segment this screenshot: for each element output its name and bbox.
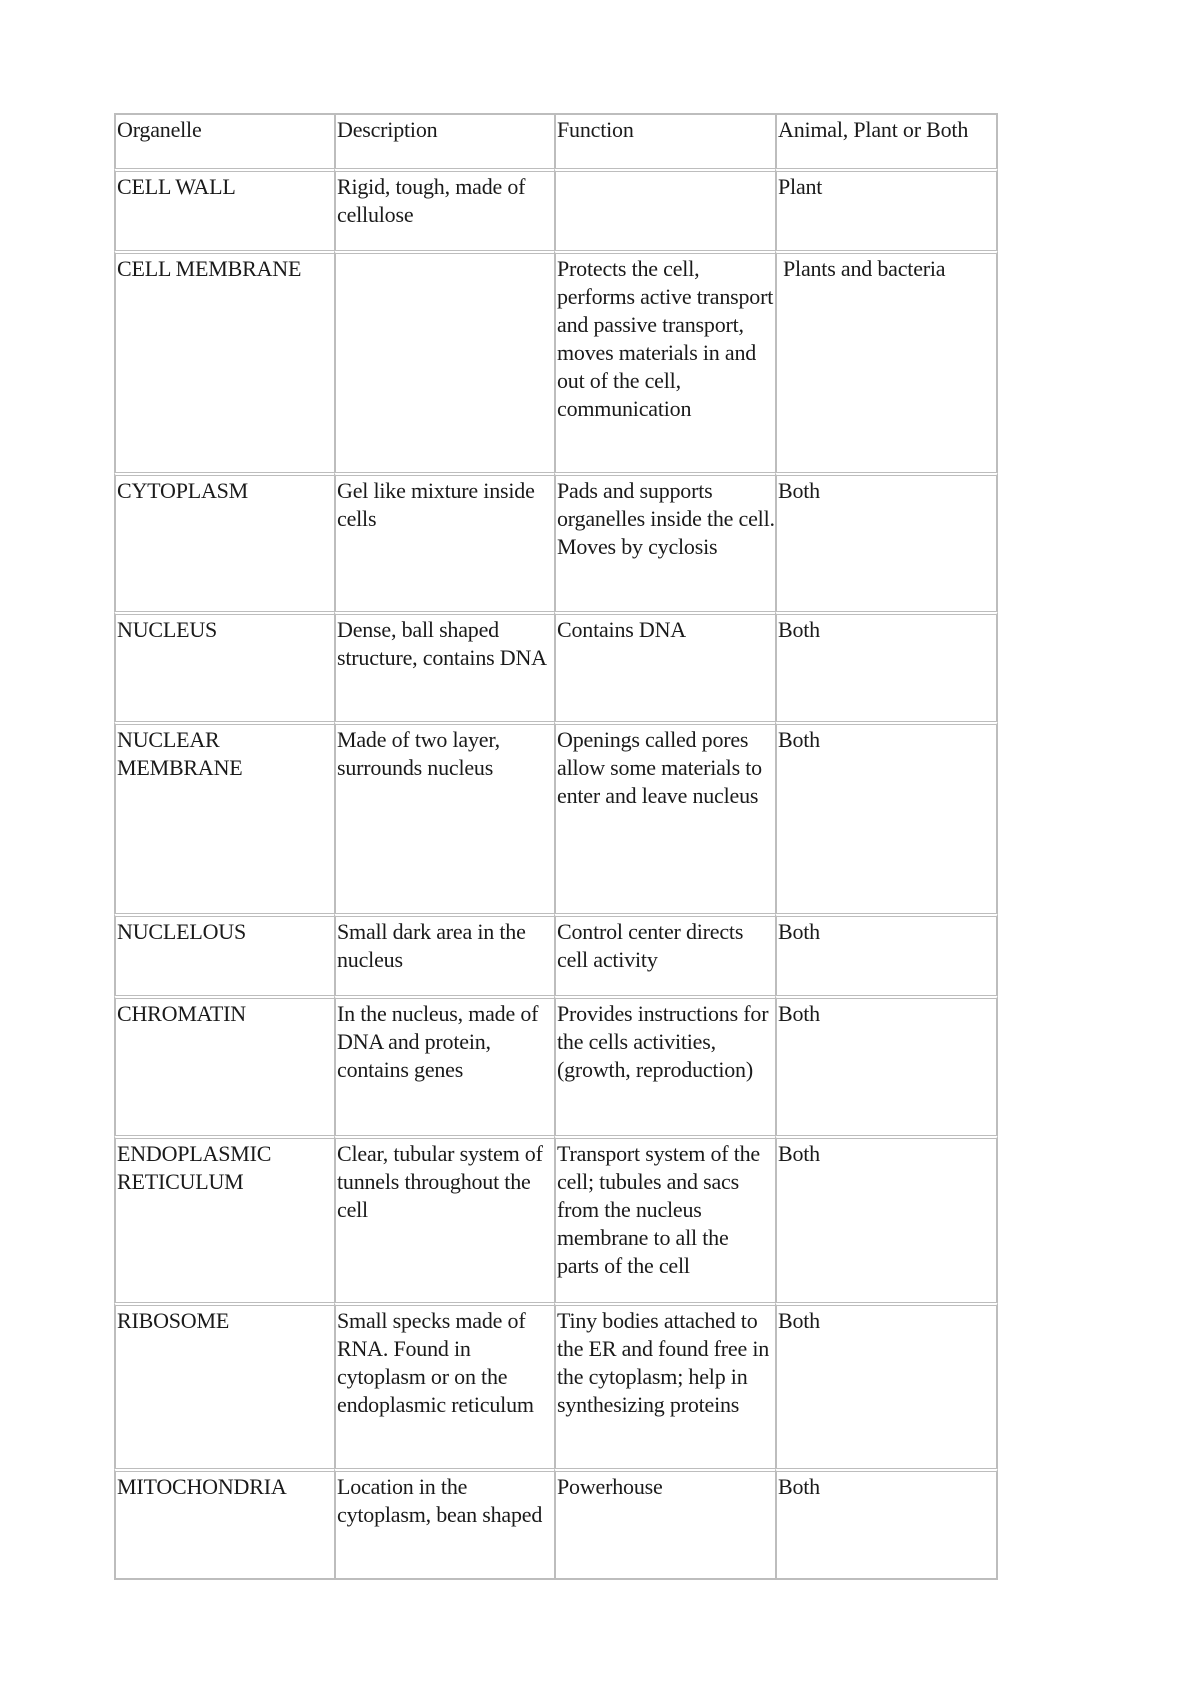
table-row [114,1468,998,1580]
cell-organelle [114,995,334,1135]
organelle-function: Control center directs cell activity [557,919,744,972]
cell-kind [775,1135,998,1302]
header-kind [775,113,998,168]
cell-function [554,611,775,721]
organelle-kind: Both [778,919,820,944]
cell-description [334,250,554,472]
organelle-description: Made of two layer, surrounds nucleus [337,727,500,780]
cell-function [554,1302,775,1468]
organelle-kind: Plants and bacteria [783,256,946,281]
organelle-name: NUCLEUS [117,617,218,642]
cell-function [554,995,775,1135]
cell-organelle [114,1302,334,1468]
cell-description [334,472,554,611]
cell-description [334,913,554,995]
table-row [114,721,998,913]
cell-kind [775,995,998,1135]
organelle-description: Rigid, tough, made of cellulose [337,174,526,227]
cell-function [554,721,775,913]
table-row [114,472,998,611]
organelle-description: Small dark area in the nucleus [337,919,526,972]
organelle-description: Gel like mixture inside cells [337,478,535,531]
cell-description [334,1302,554,1468]
cell-description [334,995,554,1135]
organelle-name: NUCLEAR MEMBRANE [117,727,243,780]
table-row [114,1135,998,1302]
organelle-name: ENDOPLASMIC RETICULUM [117,1141,272,1194]
table-row [114,611,998,721]
organelle-kind: Both [778,1308,820,1333]
organelle-kind: Plant [778,174,823,199]
organelle-description: Clear, tubular system of tunnels throughout the cell [337,1141,543,1222]
table-row [114,913,998,995]
header-description [334,113,554,168]
cell-kind [775,913,998,995]
cell-kind [775,168,998,250]
organelle-function: Tiny bodies attached to the ER and found free in the cytoplasm; help in synthesizing proteins [557,1308,770,1417]
organelle-function: Transport system of the cell; tubules and sacs from the nucleus membrane to all the parts of the cell [557,1141,760,1278]
organelle-function: Openings called pores allow some materials to enter and leave nucleus [557,727,762,808]
cell-description [334,611,554,721]
organelle-kind: Both [778,1001,820,1026]
organelle-kind: Both [778,617,820,642]
organelle-function: Protects the cell, performs active transport and passive transport, moves materials in and out of the cell, communication [557,256,774,421]
cell-organelle [114,721,334,913]
cell-organelle [114,1468,334,1580]
organelle-name: CELL MEMBRANE [117,256,302,281]
organelle-description: Location in the cytoplasm, bean shaped [337,1474,543,1527]
cell-description [334,721,554,913]
header-organelle-text: Organelle [117,117,202,142]
cell-function [554,250,775,472]
organelle-name: CHROMATIN [117,1001,246,1026]
cell-kind [775,250,998,472]
organelle-description: Dense, ball shaped structure, contains DNA [337,617,547,670]
organelle-function: Pads and supports organelles inside the cell. Moves by cyclosis [557,478,775,559]
cell-organelle [114,1135,334,1302]
cell-kind [775,1468,998,1580]
table-row [114,1302,998,1468]
organelle-kind: Both [778,478,820,503]
organelle-kind: Both [778,727,820,752]
organelle-function: Powerhouse [557,1474,663,1499]
header-function-text: Function [557,117,634,142]
organelle-function: Provides instructions for the cells activities, (growth, reproduction) [557,1001,769,1082]
cell-kind [775,721,998,913]
table-row [114,168,998,250]
organelle-function: Contains DNA [557,617,686,642]
organelle-table [114,113,998,1580]
cell-kind [775,611,998,721]
header-description-text: Description [337,117,438,142]
organelle-name: NUCLELOUS [117,919,246,944]
cell-organelle [114,472,334,611]
organelle-kind: Both [778,1141,820,1166]
cell-function [554,1135,775,1302]
organelle-name: CELL WALL [117,174,236,199]
table-row [114,250,998,472]
header-kind-text: Animal, Plant or Both [778,117,969,142]
cell-organelle [114,611,334,721]
header-function [554,113,775,168]
organelle-name: CYTOPLASM [117,478,249,503]
organelle-description: In the nucleus, made of DNA and protein, contains genes [337,1001,539,1082]
organelle-name: RIBOSOME [117,1308,230,1333]
cell-kind [775,472,998,611]
cell-description [334,168,554,250]
cell-description [334,1135,554,1302]
cell-function [554,168,775,250]
table-row [114,995,998,1135]
organelle-description: Small specks made of RNA. Found in cytoplasm or on the endoplasmic reticulum [337,1308,534,1417]
cell-function [554,472,775,611]
cell-organelle [114,168,334,250]
cell-organelle [114,250,334,472]
table-header-row [114,113,998,168]
cell-description [334,1468,554,1580]
cell-organelle [114,913,334,995]
cell-function [554,913,775,995]
organelle-kind: Both [778,1474,820,1499]
cell-function [554,1468,775,1580]
cell-kind [775,1302,998,1468]
header-organelle [114,113,334,168]
organelle-name: MITOCHONDRIA [117,1474,287,1499]
